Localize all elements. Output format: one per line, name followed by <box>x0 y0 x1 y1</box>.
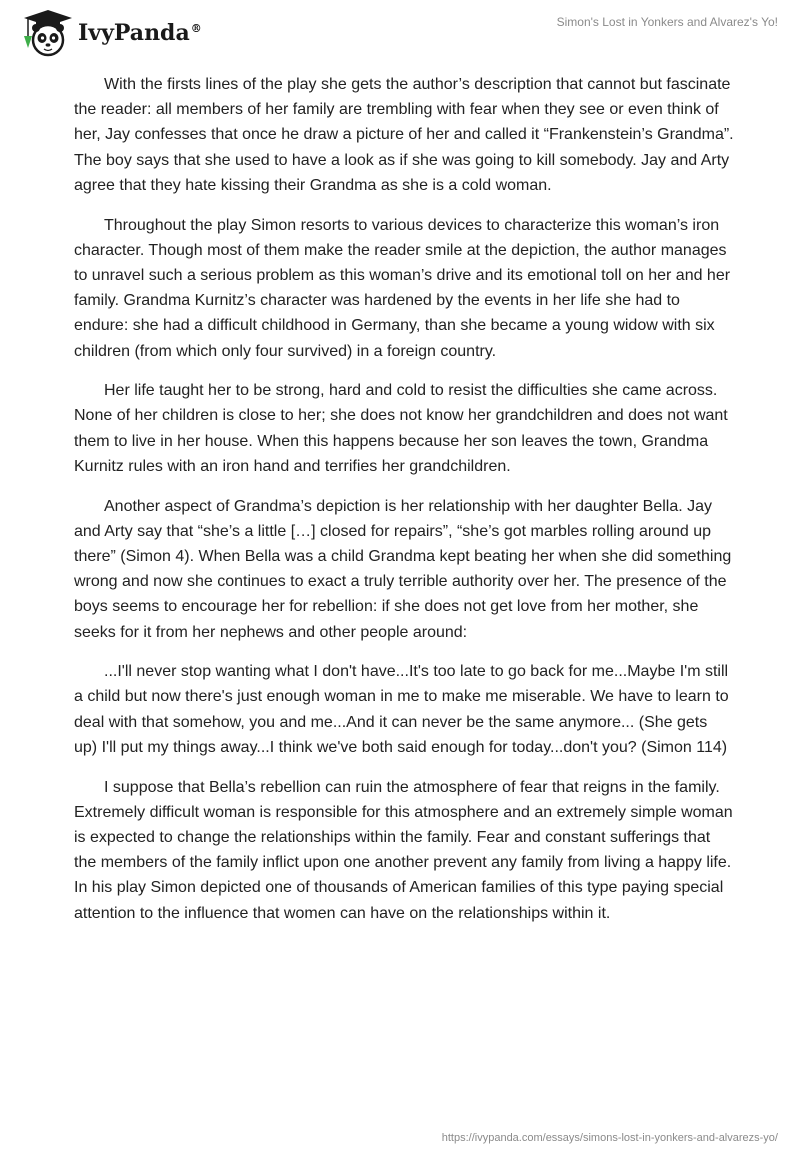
ivypanda-logo[interactable] <box>14 8 214 58</box>
paragraph: Throughout the play Simon resorts to various devices to characterize this woman’s iron character. Though most of them make the reader smile at the depiction, the author manages to unravel such a serious problem as this woman’s drive and its emotional toll on her and her family. Grandma Kurnitz’s character was hardened by the events in her life she had to endure: she had a difficult childhood in Germany, than she became a young widow with six children (from which only four survived) in a foreign country. <box>74 216 731 360</box>
source-url[interactable]: https://ivypanda.com/essays/simons-lost-in-yonkers-and-alvarezs-yo/ <box>441 1132 778 1144</box>
brand-name: IvyPanda® <box>78 20 202 46</box>
panda-graduation-cap-icon <box>14 8 74 58</box>
page-header <box>0 0 800 64</box>
block-quote: ...I'll never stop wanting what I don't have...It's too late to go back for me...Maybe I'm still a child but now there's just enough woman in me to make me miserable. We have to learn to deal with that somehow, you and me...And it can never be the same anymore... (She gets up) I'll put my things away...I think we've both said enough for today...don't you? (Simon 114) <box>74 663 729 756</box>
paragraph: Her life taught her to be strong, hard and cold to resist the difficulties she came across. None of her children is close to her; she does not know her grandchildren and does not want them to live in her house. When this happens because her son leaves the town, Grandma Kurnitz rules with an iron hand and terrifies her grandchildren. <box>74 382 728 475</box>
essay-body <box>74 72 734 940</box>
paragraph: With the firsts lines of the play she gets the author’s description that cannot but fascinate the reader: all members of her family are trembling with fear when they see or even think of her, Jay confesses that once he draw a picture of her and called it “Frankenstein’s Grandma”. The boy says that she used to have a look as if she was going to kill somebody. Jay and Arty agree that they hate kissing their Grandma as she is a cold woman. <box>74 76 734 194</box>
paragraph: I suppose that Bella’s rebellion can ruin the atmosphere of fear that reigns in the family. Extremely difficult woman is responsible for this atmosphere and an extremely simple woman is expected to change the relationships within the family. Fear and constant sufferings that the members of the family inflict upon one another prevent any family from living a happy life. In his play Simon depicted one of thousands of American families of this type paying special attention to the influence that women can have on the relationships within it. <box>74 778 733 922</box>
paragraph: Another aspect of Grandma’s depiction is her relationship with her daughter Bella. Jay and Arty say that “she’s a little […] closed for repairs”, “she’s got marbles rolling around up there” (Simon 4). When Bella was a child Grandma kept beating her when she did something wrong and now she continues to exact a truly terrible authority over her. The presence of the boys seems to encourage her for rebellion: if she does not get love from her mother, she seeks for it from her nephews and other people around: <box>74 497 732 641</box>
document-title: Simon's Lost in Yonkers and Alvarez's Yo! <box>556 15 778 29</box>
registered-mark: ® <box>190 21 202 35</box>
